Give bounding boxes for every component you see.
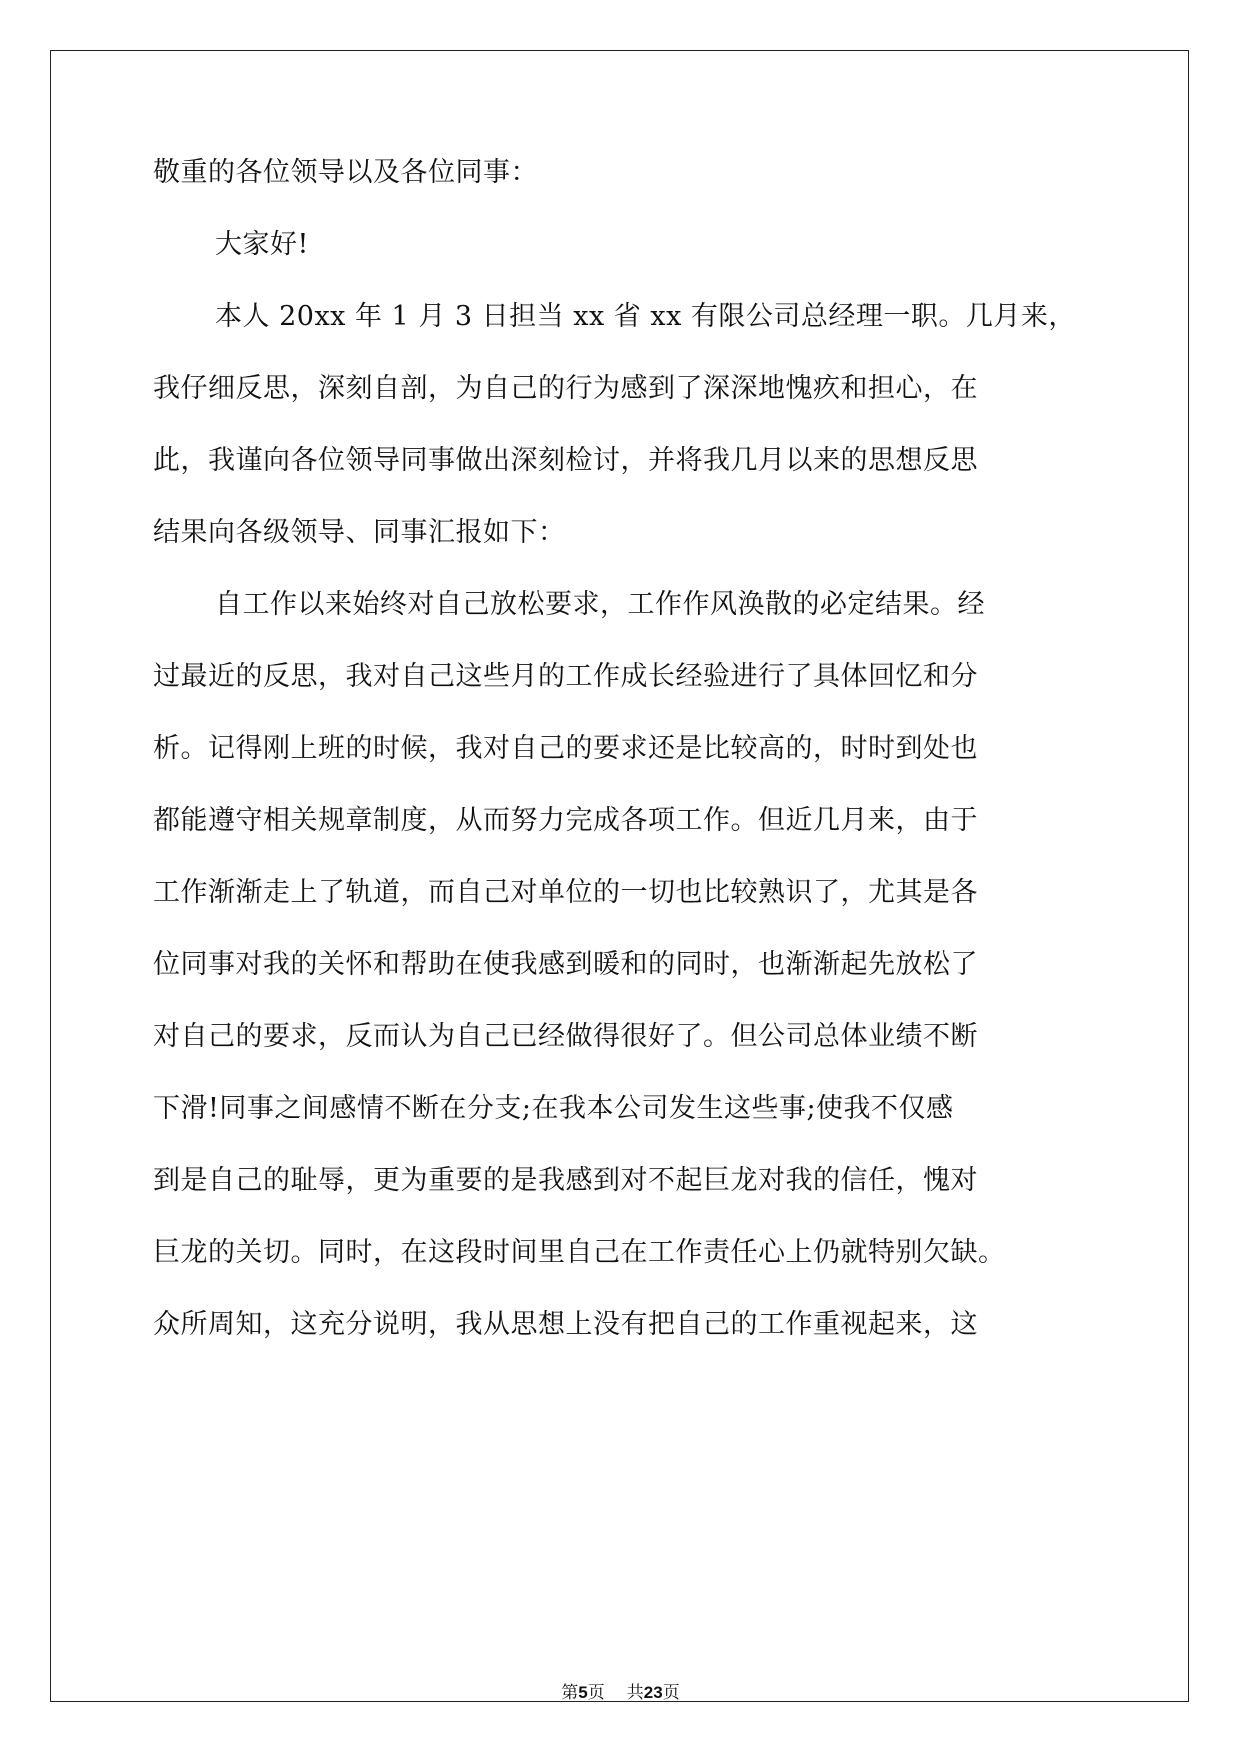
body-line: 都能遵守相关规章制度，从而努力完成各项工作。但近几月来，由于	[153, 805, 978, 836]
body-line: 巨龙的关切。同时，在这段时间里自己在工作责任心上仍就特别欠缺。	[153, 1237, 1006, 1268]
total-pages: 23	[643, 1683, 663, 1702]
total-suffix: 页	[662, 1683, 680, 1703]
body-line: 此，我谨向各位领导同事做出深刻检讨，并将我几月以来的思想反思	[153, 445, 978, 476]
total-prefix: 共	[626, 1683, 644, 1703]
body-line: 我仔细反思，深刻自剖，为自己的行为感到了深深地愧疚和担心，在	[153, 373, 978, 404]
salutation: 敬重的各位领导以及各位同事：	[153, 157, 538, 188]
body-line: 本人 20xx 年 1 月 3 日担当 xx 省 xx 有限公司总经理一职。几月来，	[215, 301, 1076, 332]
page-suffix: 页	[587, 1683, 605, 1703]
body-line: 析。记得刚上班的时候，我对自己的要求还是比较高的，时时到处也	[153, 733, 978, 764]
body-line: 位同事对我的关怀和帮助在使我感到暖和的同时，也渐渐起先放松了	[153, 949, 978, 980]
page-number: 5	[578, 1683, 588, 1702]
greeting: 大家好!	[215, 229, 309, 260]
page-prefix: 第	[561, 1683, 579, 1703]
body-line: 对自己的要求，反而认为自己已经做得很好了。但公司总体业绩不断	[153, 1021, 978, 1052]
body-line: 过最近的反思，我对自己这些月的工作成长经验进行了具体回忆和分	[153, 661, 978, 692]
body-line: 到是自己的耻辱，更为重要的是我感到对不起巨龙对我的信任，愧对	[153, 1165, 978, 1196]
body-line: 结果向各级领导、同事汇报如下：	[153, 517, 566, 548]
page-footer	[0, 1681, 1241, 1705]
body-line: 下滑!同事之间感情不断在分支;在我本公司发生这些事;使我不仅感	[153, 1093, 954, 1124]
body-line: 众所周知，这充分说明，我从思想上没有把自己的工作重视起来，这	[153, 1309, 978, 1340]
body-line: 工作渐渐走上了轨道，而自己对单位的一切也比较熟识了，尤其是各	[153, 877, 978, 908]
body-line: 自工作以来始终对自己放松要求，工作作风涣散的必定结果。经	[215, 589, 985, 620]
